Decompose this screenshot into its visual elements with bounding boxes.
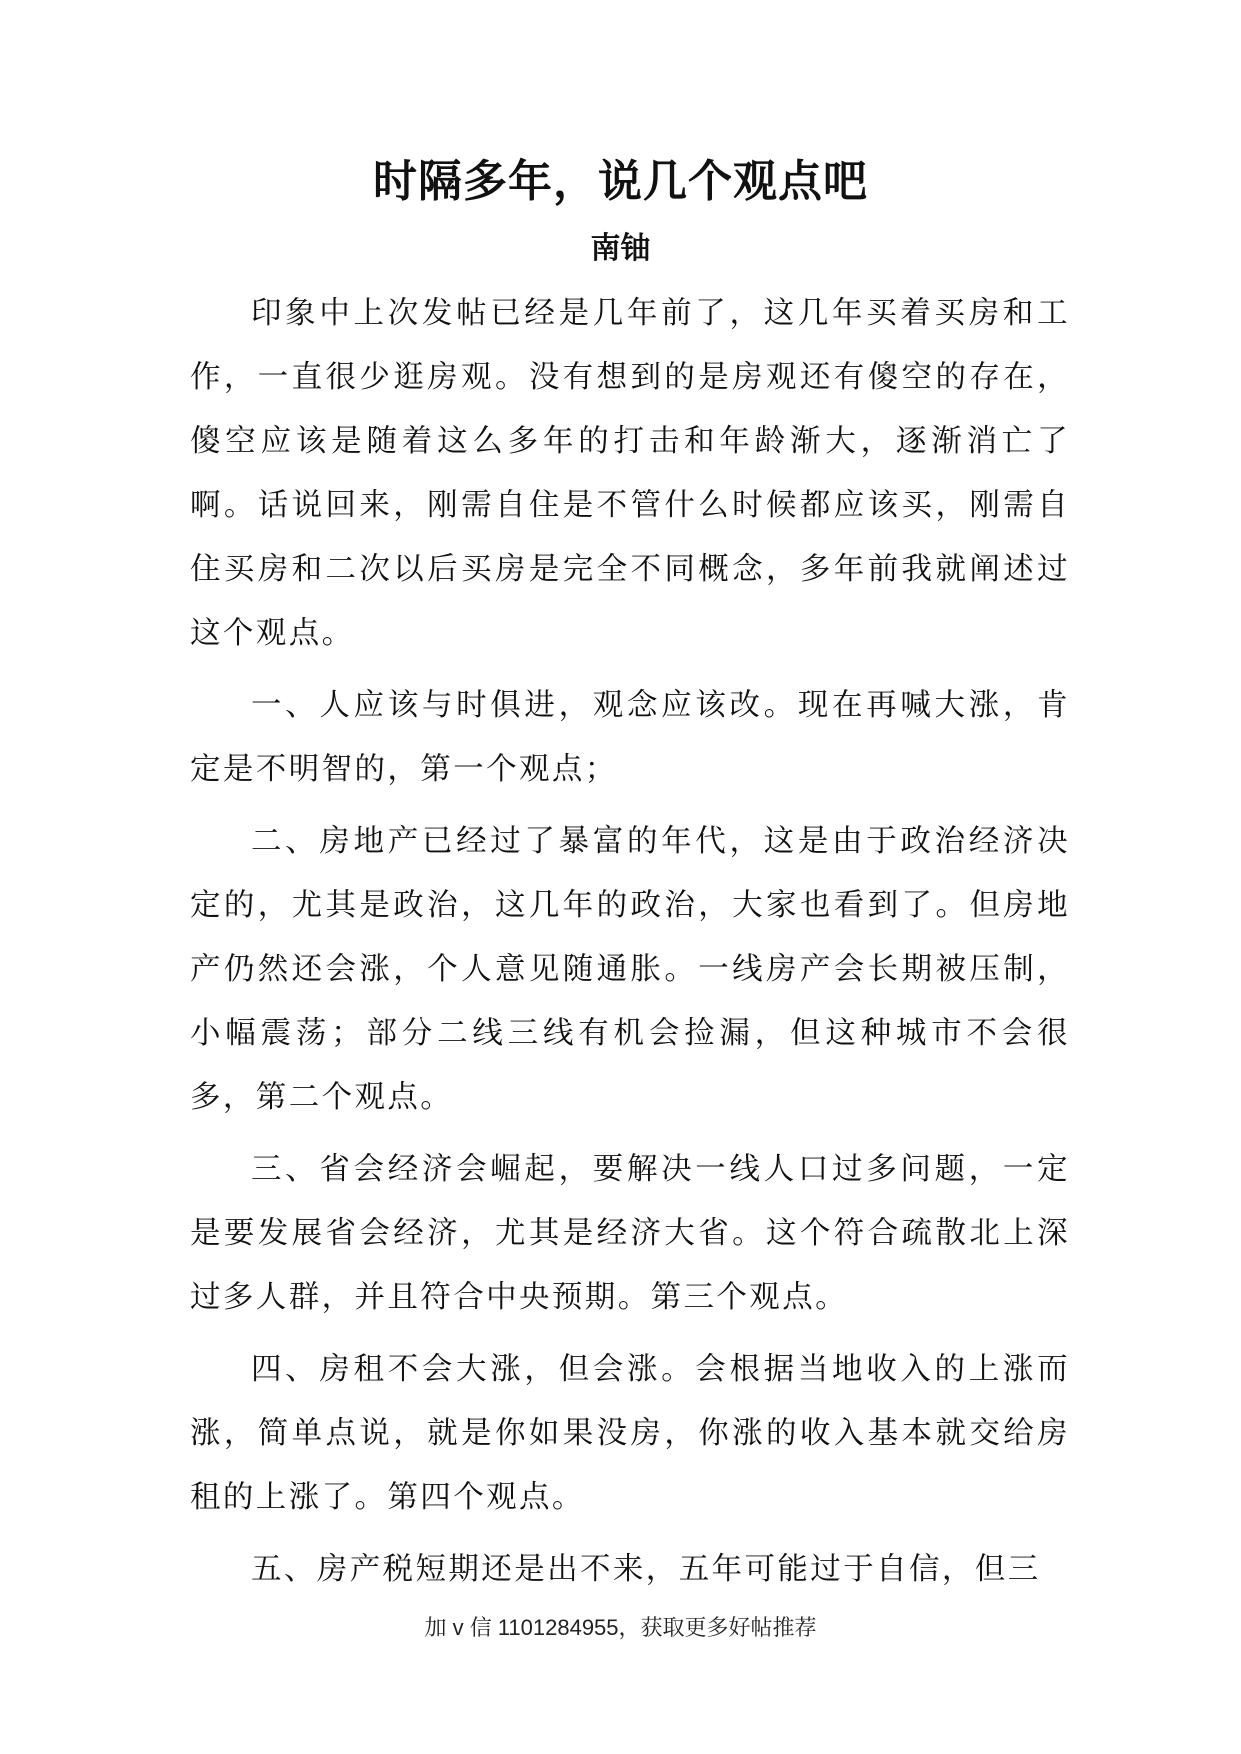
document-title: 时隔多年，说几个观点吧	[373, 156, 868, 207]
paragraph-point-4: 四、房租不会大涨，但会涨。会根据当地收入的上涨而涨，简单点说，就是你如果没房，你涨的收入基本就交给房租的上涨了。第四个观点。	[190, 1352, 1070, 1515]
paragraph-point-1: 一、人应该与时俱进，观念应该改。现在再喊大涨，肯定是不明智的，第一个观点；	[190, 688, 1070, 787]
document-body	[190, 282, 1070, 1610]
paragraph-point-2: 二、房地产已经过了暴富的年代，这是由于政治经济决定的，尤其是政治，这几年的政治，大家也看到了。但房地产仍然还会涨，个人意见随通胀。一线房产会长期被压制，小幅震荡；部分二线三线有机会捡漏，但这种城市不会很多，第二个观点。	[190, 824, 1070, 1115]
paragraph-point-5: 五、房产税短期还是出不来，五年可能过于自信，但三	[251, 1552, 1041, 1587]
paragraph-intro: 印象中上次发帖已经是几年前了，这几年买着买房和工作，一直很少逛房观。没有想到的是房观还有傻空的存在，傻空应该是随着这么多年的打击和年龄渐大，逐渐消亡了啊。话说回来，刚需自住是不管什么时候都应该买，刚需自住买房和二次以后买房是完全不同概念，多年前我就阐述过这个观点。	[190, 296, 1070, 651]
paragraph-point-3: 三、省会经济会崛起，要解决一线人口过多问题，一定是要发展省会经济，尤其是经济大省。这个符合疏散北上深过多人群，并且符合中央预期。第三个观点。	[190, 1152, 1070, 1315]
document-author: 南铀	[590, 231, 651, 266]
page-footer: 加 v 信 1101284955，获取更多好帖推荐	[424, 1615, 817, 1640]
